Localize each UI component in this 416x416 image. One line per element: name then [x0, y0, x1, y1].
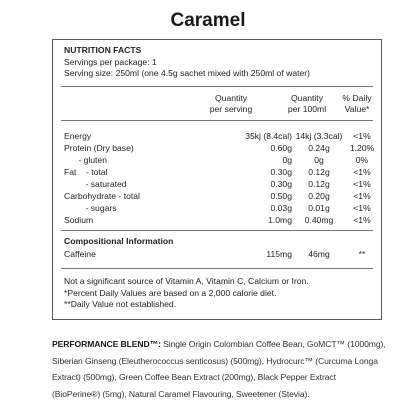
- divider: [61, 86, 373, 87]
- table-row: [64, 167, 376, 179]
- column-header-line: per 100ml: [287, 103, 327, 114]
- per-serving-value: 35kj (8.4cal): [245, 131, 292, 141]
- table-row: [64, 215, 376, 227]
- nutrient-label: Caffeine: [64, 249, 96, 259]
- per-100ml-value: 0.12g: [308, 167, 330, 177]
- daily-value: <1%: [353, 215, 371, 225]
- column-header-line: % Daily: [342, 93, 372, 103]
- daily-value: <1%: [353, 179, 371, 189]
- table-row: [64, 203, 376, 215]
- nutrient-label: Carbohydrate - total: [64, 191, 140, 201]
- nutrition-header: [64, 45, 310, 80]
- table-row: [64, 131, 376, 143]
- column-header-line: Quantity: [214, 93, 247, 103]
- blend-heading: PERFORMANCE BLEND™:: [52, 339, 161, 349]
- per-serving-value: 1.0mg: [268, 215, 292, 225]
- per-serving-value: 0.30g: [270, 167, 292, 177]
- footnote: **Daily Value not established.: [64, 299, 177, 309]
- per-serving-value: 0g: [282, 155, 292, 165]
- per-100ml-value: 0g: [314, 155, 324, 165]
- daily-value: 0%: [355, 155, 369, 165]
- nutrient-label: - gluten: [64, 155, 107, 165]
- footnotes: [64, 276, 374, 311]
- nutrient-label: - sugars: [64, 203, 117, 213]
- divider: [61, 120, 373, 121]
- column-header-daily-value: [329, 93, 385, 114]
- column-header-line: per serving: [209, 103, 253, 114]
- nutrition-facts-panel: [52, 39, 382, 320]
- nutrient-label: - saturated: [64, 179, 127, 189]
- blend-ingredients: Single Origin Colombian Coffee Bean, GoMCT™ (1000mg), Siberian Ginseng (Eleutherococcus senticosus) (500mg), Hydrocurc™ (Curcuma Longa Extract) (500mg), Green Coffee Bean Extract (200mg), Black Pepper Extract (BioPerine®) (5mg), Natural Caramel Flavouring, Sweetener (Stevia).: [52, 339, 386, 399]
- daily-value: <1%: [353, 131, 371, 141]
- table-row: [64, 155, 376, 167]
- divider: [61, 230, 373, 231]
- per-100ml-value: 0.01g: [308, 203, 330, 213]
- per-serving-value: 0.03g: [270, 203, 292, 213]
- product-title: Caramel: [170, 10, 246, 31]
- nutrient-label: Sodium: [64, 215, 94, 225]
- per-serving-value: 0.60g: [270, 143, 292, 153]
- per-serving-value: 115mg: [266, 249, 292, 259]
- performance-blend: [52, 336, 386, 402]
- nutrition-facts-heading: NUTRITION FACTS: [64, 45, 142, 55]
- footnote: *Percent Daily Values are based on a 2,000 calorie diet.: [64, 287, 277, 298]
- table-row: [64, 143, 376, 155]
- per-100ml-value: 46mg: [308, 249, 330, 259]
- serving-size: Serving size: 250ml (one 4.5g sachet mixed with 250ml of water): [64, 68, 310, 78]
- divider: [61, 268, 373, 269]
- per-100ml-value: 0.12g: [308, 179, 330, 189]
- column-header-line: Quantity: [290, 93, 323, 103]
- nutrient-label: Fat - total: [64, 167, 108, 177]
- footnote: Not a significant source of Vitamin A, Vitamin C, Calcium or Iron.: [64, 276, 309, 286]
- table-row: [64, 191, 376, 203]
- per-100ml-value: 0.40mg: [304, 215, 334, 225]
- nutrient-label: Protein (Dry base): [64, 143, 134, 153]
- servings-per-package: Servings per package: 1: [64, 56, 157, 67]
- nutrient-label: Energy: [64, 131, 92, 141]
- daily-value: **: [358, 249, 366, 259]
- per-100ml-value: 14kj (3.3cal): [295, 131, 343, 141]
- per-serving-value: 0.50g: [270, 191, 292, 201]
- per-100ml-value: 0.20g: [308, 191, 330, 201]
- compositional-heading: Compositional Information: [64, 236, 174, 246]
- daily-value: 1.20%: [349, 143, 375, 153]
- daily-value: <1%: [353, 203, 371, 213]
- table-row: [64, 249, 376, 261]
- table-row: [64, 179, 376, 191]
- per-100ml-value: 0.24g: [308, 143, 330, 153]
- daily-value: <1%: [353, 167, 371, 177]
- per-serving-value: 0.30g: [270, 179, 292, 189]
- column-header-per-serving: [191, 93, 271, 114]
- column-header-line: Value*: [344, 103, 370, 114]
- daily-value: <1%: [353, 191, 371, 201]
